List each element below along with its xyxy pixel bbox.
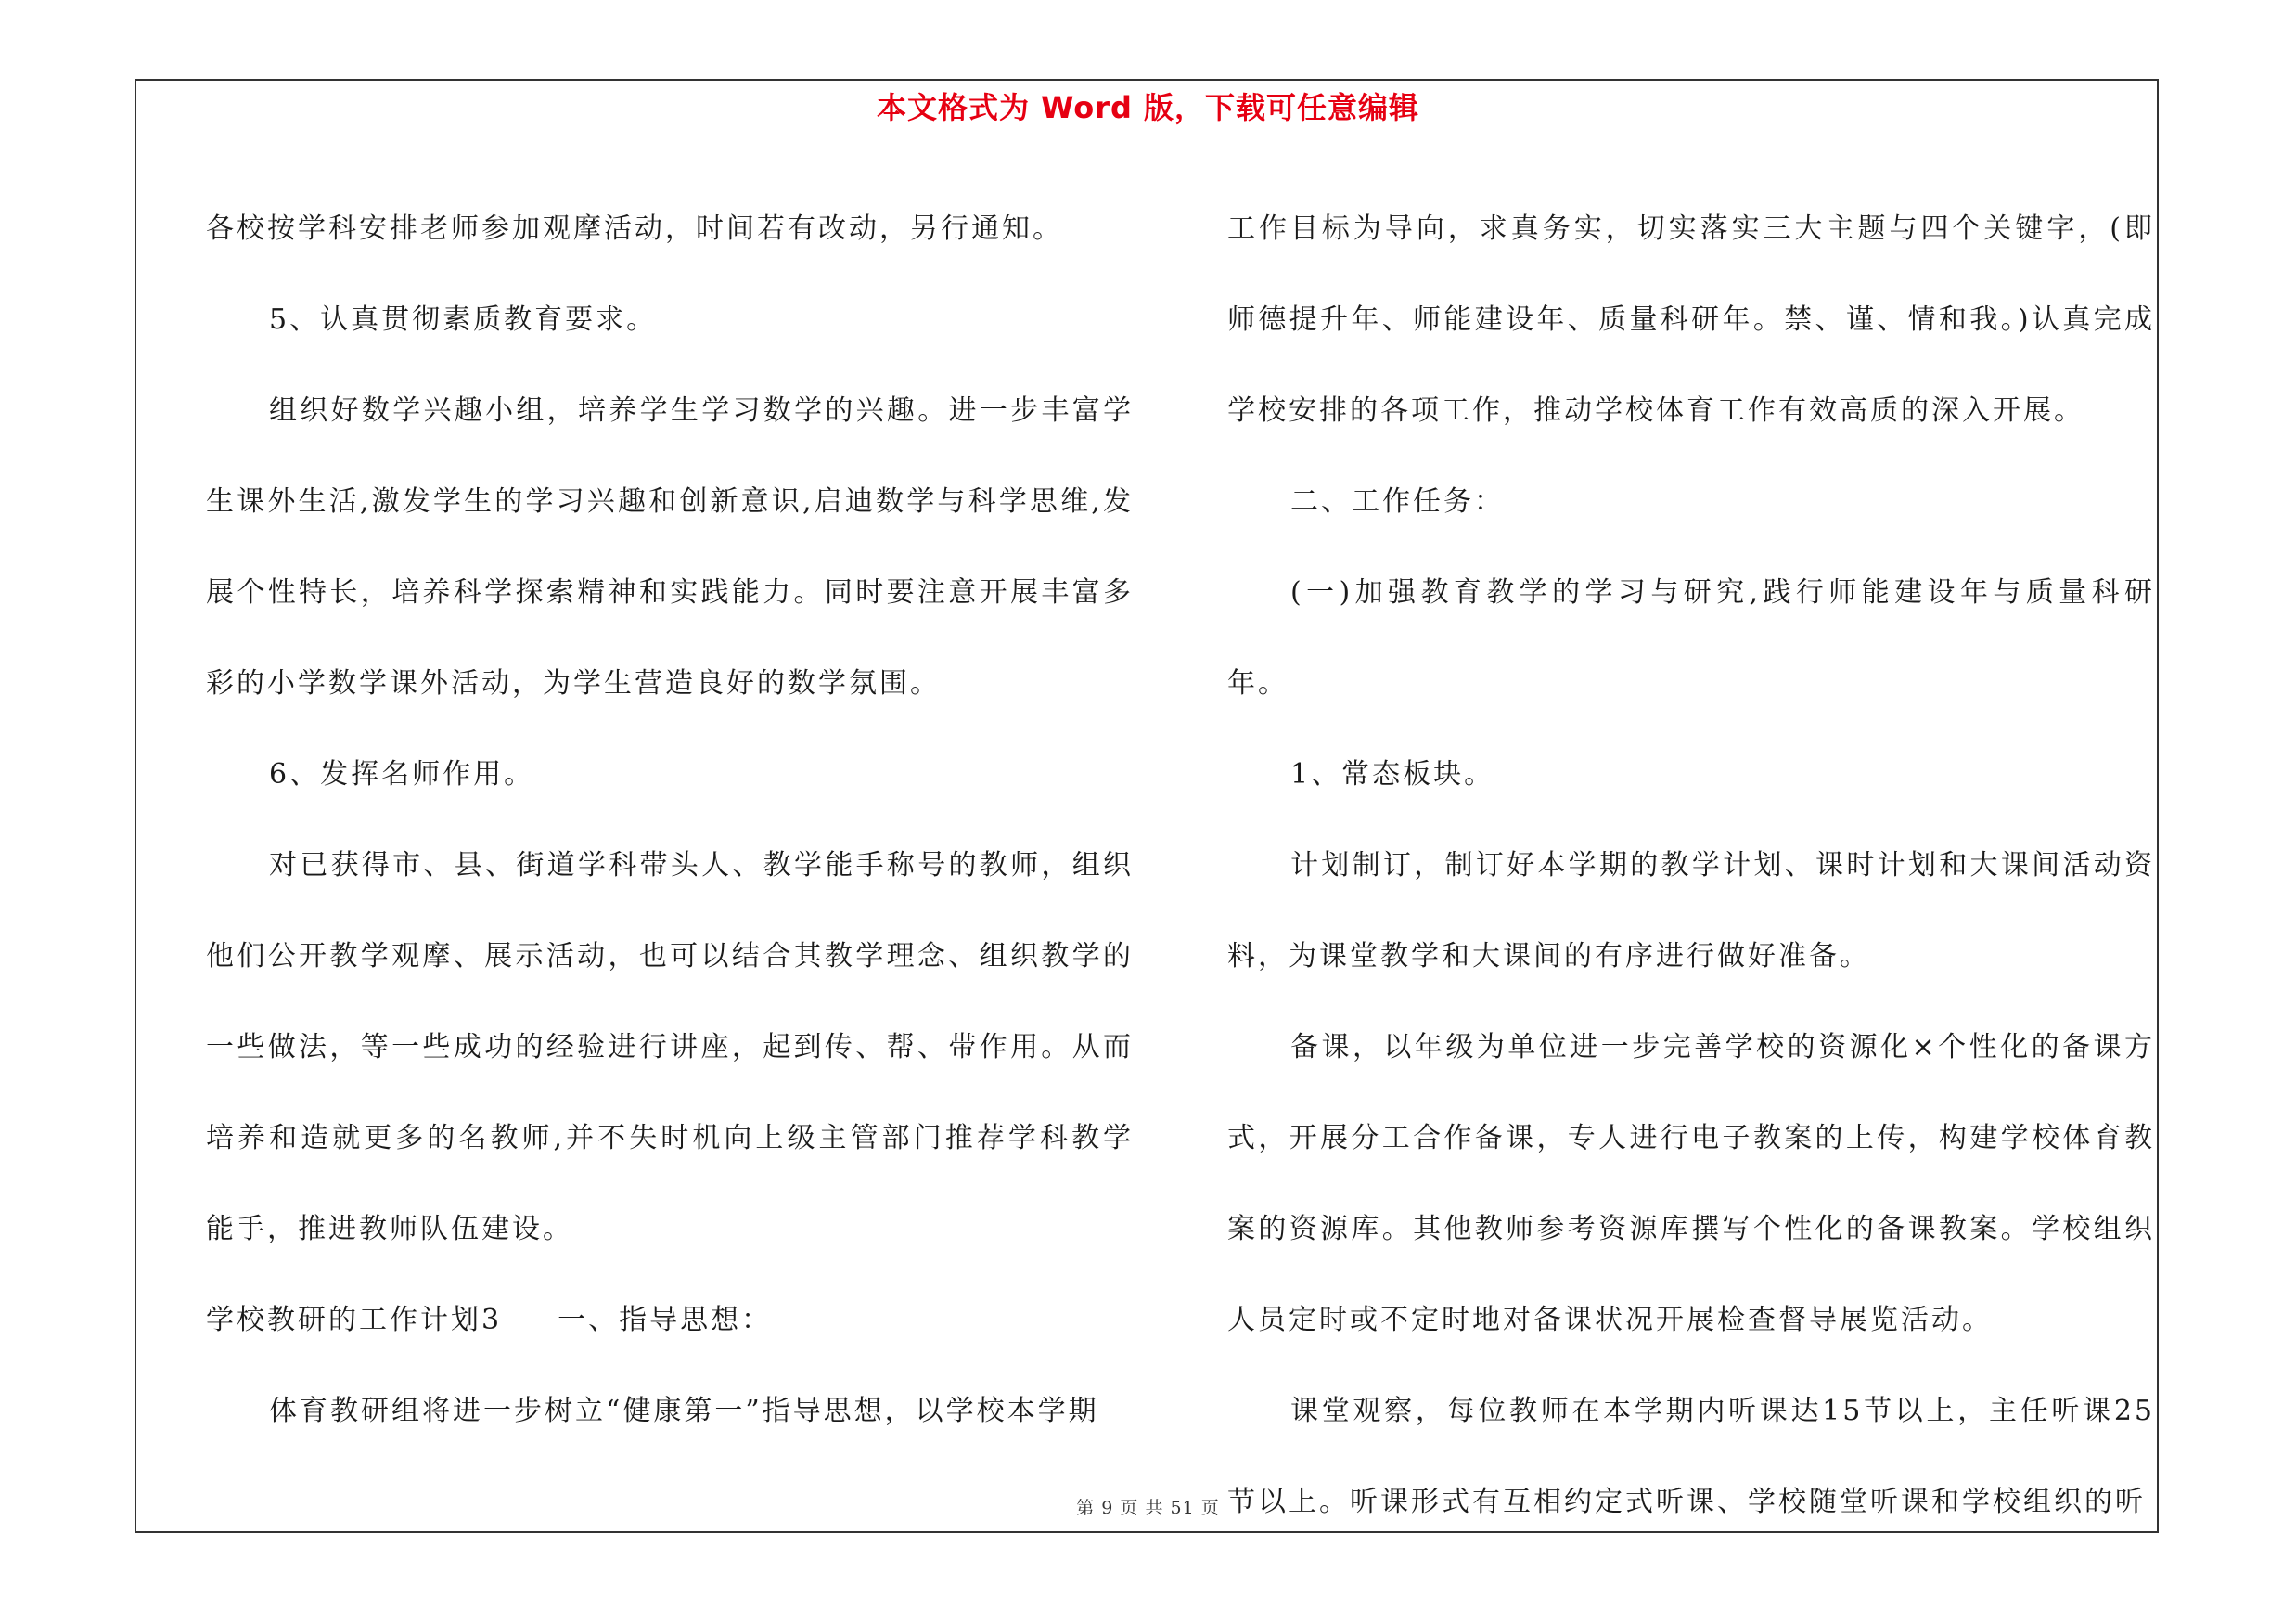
paragraph: 计划制订，制订好本学期的教学计划、课时计划和大课间活动资料，为课堂教学和大课间的有序进行做好准备。: [1227, 849, 2155, 973]
section-heading: 二、工作任务：: [1290, 485, 1505, 518]
paragraph: 课堂观察，每位教师在本学期内听课达15节以上，主任听课25节以上。听课形式有互相约定式听课、学校随堂听课和学校组织的听: [1227, 1395, 2155, 1518]
section-heading: 5、认真贯彻素质教育要求。: [269, 303, 658, 336]
paragraph: 组织好数学兴趣小组，培养学生学习数学的兴趣。进一步丰富学生课外生活,激发学生的学习兴趣和创新意识,启迪数学与科学思维,发展个性特长，培养科学探索精神和实践能力。同时要注意开展丰富多彩的小学数学课外活动，为学生营造良好的数学氛围。: [206, 394, 1134, 700]
section-heading: (一)加强教育教学的学习与研究,践行师能建设年与质量科研年。: [1227, 576, 2155, 700]
section-heading: 1、常态板块。: [1290, 758, 1495, 791]
paragraph: 对已获得市、县、街道学科带头人、教学能手称号的教师，组织他们公开教学观摩、展示活动，也可以结合其教学理念、组织教学的一些做法，等一些成功的经验进行讲座，起到传、帮、带作用。从而培养和造就更多的名教师,并不失时机向上级主管部门推荐学科教学能手，推进教师队伍建设。: [206, 849, 1134, 1245]
page-number: 第 9 页 共 51 页: [1076, 1498, 1220, 1518]
plan-title: 学校教研的工作计划3: [206, 1304, 503, 1336]
paragraph: 各校按学科安排老师参加观摩活动，时间若有改动，另行通知。: [206, 213, 1063, 245]
section-heading: 一、指导思想：: [558, 1304, 773, 1336]
right-column: [1227, 184, 2155, 1548]
plan-title-line: [206, 1275, 1134, 1366]
paragraph: 工作目标为导向，求真务实，切实落实三大主题与四个关键字，(即师德提升年、师能建设年、质量科研年。禁、谨、情和我。)认真完成学校安排的各项工作，推动学校体育工作有效高质的深入开展。: [1227, 213, 2155, 427]
left-column: [206, 184, 1134, 1457]
section-heading: 6、发挥名师作用。: [269, 758, 535, 791]
paragraph: 备课，以年级为单位进一步完善学校的资源化×个性化的备课方式，开展分工合作备课，专人进行电子教案的上传，构建学校体育教案的资源库。其他教师参考资源库撰写个性化的备课教案。学校组织人员定时或不定时地对备课状况开展检查督导展览活动。: [1227, 1031, 2155, 1336]
paragraph: 体育教研组将进一步树立“健康第一”指导思想，以学校本学期: [269, 1395, 1099, 1427]
document-header-title: 本文格式为 Word 版，下载可任意编辑: [876, 90, 1420, 125]
